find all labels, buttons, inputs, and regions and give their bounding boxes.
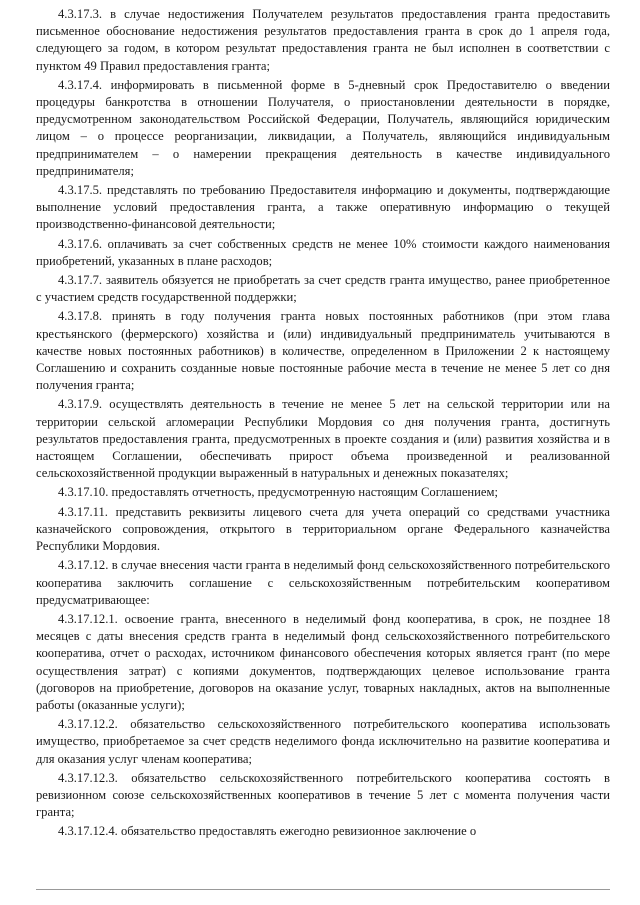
paragraph-4-3-17-12: 4.3.17.12. в случае внесения части гранта в неделимый фонд сельскохозяйственного потребительского кооператива заключить соглашение с сельскохозяйственным потребительским кооперативом предусматривающее: <box>36 558 610 607</box>
paragraph-4-3-17-3: 4.3.17.3. в случае недостижения Получателем результатов предоставления гранта предоставить письменное обоснование недостижения результатов предоставления гранта в срок до 1 апреля года, следующего за годом, в котором результат предоставления гранта не был исполнен в соответствии с пунктом 49 Правил предоставления гранта; <box>36 7 610 73</box>
paragraph-4-3-17-4: 4.3.17.4. информировать в письменной форме в 5-дневный срок Предоставителю о введении процедуры банкротства в отношении Получателя, о приостановлении деятельности в порядке, предусмотренном законодательством Российской Федерации, Получатель, являющийся юридическим лицом – о процессе реорганизации, ликвидации, а Получатель, являющийся индивидуальным предпринимателем – о намерении прекращения деятельность в качестве индивидуального предпринимателя; <box>36 77 610 178</box>
paragraph-4-3-17-5: 4.3.17.5. представлять по требованию Предоставителя информацию и документы, подтверждающие выполнение условий предоставления гранта, а также оперативную информацию о текущей производственно-финансовой деятельности; <box>36 183 610 232</box>
paragraph-4-3-17-10: 4.3.17.10. предоставлять отчетность, предусмотренную настоящим Соглашением; <box>58 485 498 500</box>
paragraph-4-3-17-12-3: 4.3.17.12.3. обязательство сельскохозяйственного потребительского кооператива состоять в ревизионном союзе сельскохозяйственных кооперативов в течение 5 лет с момента получения части гранта; <box>36 770 610 820</box>
paragraph-4-3-17-7: 4.3.17.7. заявитель обязуется не приобретать за счет средств гранта имущество, ранее приобретенное с участием средств государственной поддержки; <box>36 273 610 305</box>
paragraph-4-3-17-6: 4.3.17.6. оплачивать за счет собственных средств не менее 10% стоимости каждого наименования приобретений, указанных в плане расходов; <box>36 236 610 268</box>
paragraph-4-3-17-12-4: 4.3.17.12.4. обязательство предоставлять ежегодно ревизионное заключение о <box>58 824 477 839</box>
paragraph-4-3-17-11: 4.3.17.11. представить реквизиты лицевого счета для учета операций со средствами участника казначейского сопровождения, открытого в территориальном органе Федерального казначейства Республики Мордовия. <box>36 504 610 554</box>
paragraph-4-3-17-9: 4.3.17.9. осуществлять деятельность в течение не менее 5 лет на сельской территории или на территории сельской агломерации Республики Мордовия со дня получения гранта, достигнуть результатов предоставления гранта, предусмотренных в проекте создания и (или) развития хозяйства и в настоящем Соглашении, обеспечивать прирост объема произведенной и реализованной сельскохозяйственной продукции выраженный в натуральных и денежных показателях; <box>36 397 610 481</box>
paragraph-4-3-17-8: 4.3.17.8. принять в году получения гранта новых постоянных работников (при этом глава крестьянского (фермерского) хозяйства и (или) индивидуальный предприниматель учитываются в качестве новых постоянных работников) в количестве, определенном в Приложении 2 к настоящему Соглашению и сохранить созданные новые постоянные рабочие места в течение не менее 5 лет со дня получения гранта; <box>36 309 610 393</box>
paragraph-4-3-17-12-1: 4.3.17.12.1. освоение гранта, внесенного в неделимый фонд кооператива, в срок, не позднее 18 месяцев с даты внесения средств гранта в неделимый фонд сельскохозяйственного потребительского кооператива, отчет о расходах, источником финансового обеспечения которых является грант (по мере осуществления затрат) с копиями документов, подтверждающих целевое использование гранта (договоров на приобретение, договоров на оказание услуг, товарных накладных, актов на выполненные работы (оказанные услуги); <box>36 611 610 712</box>
paragraph-4-3-17-12-2: 4.3.17.12.2. обязательство сельскохозяйственного потребительского кооператива использовать имущество, приобретаемое за счет средств неделимого фонда исключительно на развитие кооператива и для оказания услуг членам кооператива; <box>36 717 610 766</box>
page-bottom-rule <box>36 889 610 890</box>
